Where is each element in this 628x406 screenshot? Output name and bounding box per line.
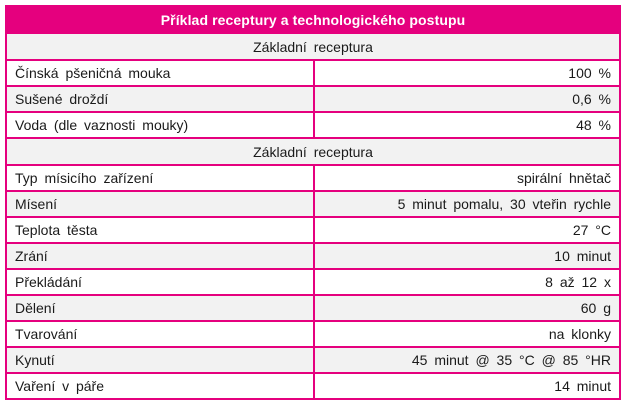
row-label: Zrání — [7, 244, 315, 268]
row-value: 60 g — [315, 296, 619, 320]
row-value: 45 minut @ 35 °C @ 85 °HR — [315, 348, 619, 372]
table-row — [7, 242, 619, 268]
row-label: Kynutí — [7, 348, 315, 372]
table-row — [7, 372, 619, 398]
row-value: 10 minut — [315, 244, 619, 268]
table-row — [7, 59, 619, 85]
row-value: 0,6 % — [315, 87, 619, 111]
table-row — [7, 164, 619, 190]
row-value: 48 % — [576, 117, 611, 133]
row-label: Teplota těsta — [7, 218, 315, 242]
row-label: Překládání — [7, 270, 315, 294]
row-value: na klonky — [548, 326, 611, 342]
table-row — [7, 85, 619, 111]
table-row — [7, 320, 619, 346]
row-value: spirální hnětač — [516, 170, 611, 186]
recipe-table — [5, 5, 621, 400]
row-label: Tvarování — [7, 322, 315, 346]
row-value: 100 % — [568, 65, 611, 81]
row-label: Čínská pšeničná mouka — [7, 61, 315, 85]
row-label: Typ mísicího zařízení — [7, 166, 315, 190]
table-row — [7, 190, 619, 216]
table-title: Příklad receptury a technologického postupu — [7, 7, 619, 32]
section-heading-process: Základní receptura — [7, 137, 619, 164]
table-row — [7, 111, 619, 137]
table-row — [7, 346, 619, 372]
row-label: Vaření v páře — [7, 374, 315, 398]
row-label: Sušené droždí — [7, 87, 315, 111]
table-row — [7, 216, 619, 242]
section-heading-basic-recipe: Základní receptura — [7, 32, 619, 59]
row-label: Voda (dle vaznosti mouky) — [7, 113, 315, 137]
row-label: Mísení — [7, 192, 315, 216]
row-value: 8 až 12 x — [545, 274, 611, 290]
table-row — [7, 294, 619, 320]
row-value: 5 minut pomalu, 30 vteřin rychle — [315, 192, 619, 216]
row-label: Dělení — [7, 296, 315, 320]
row-value: 27 °C — [572, 222, 611, 238]
table-row — [7, 268, 619, 294]
row-value: 14 minut — [554, 378, 611, 394]
